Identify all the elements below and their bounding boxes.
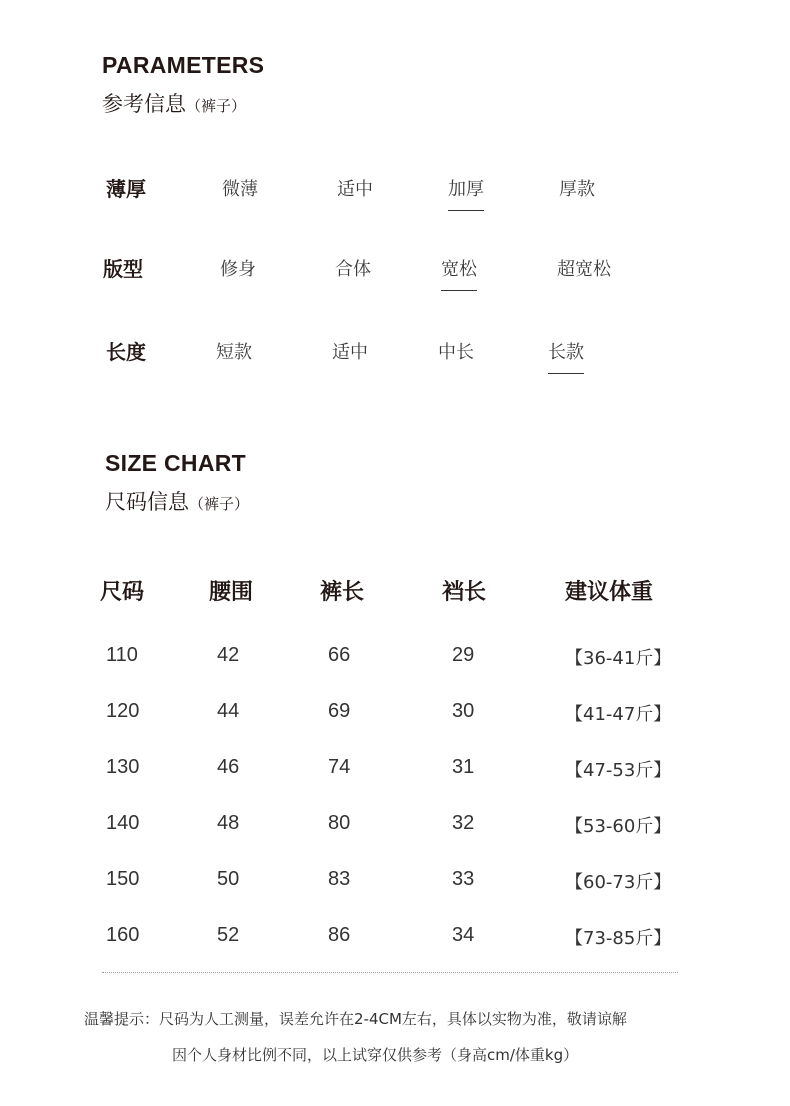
- table-header-rise: 裆长: [442, 580, 487, 605]
- cell-rise: 34: [452, 924, 475, 946]
- param-label-fit: 版型: [103, 257, 143, 281]
- cell-weight: 【53-60斤】: [565, 816, 672, 837]
- cell-size: 130: [106, 756, 140, 778]
- cell-size: 160: [106, 924, 140, 946]
- cell-waist: 46: [217, 756, 240, 778]
- cell-waist: 42: [217, 644, 240, 666]
- cell-rise: 31: [452, 756, 475, 778]
- cell-size: 120: [106, 700, 140, 722]
- table-header-pants-length: 裤长: [320, 580, 365, 605]
- parameters-title-cn: [102, 88, 246, 118]
- cell-pants-length: 74: [328, 756, 351, 778]
- parameters-title-en: PARAMETERS: [102, 52, 265, 78]
- param-option-selected: 宽松: [441, 255, 477, 291]
- cell-rise: 32: [452, 812, 475, 834]
- cell-weight: 【36-41斤】: [565, 648, 672, 669]
- size-chart-title-note: （裤子）: [189, 495, 250, 513]
- param-label-thickness: 薄厚: [106, 177, 146, 201]
- param-option: 修身: [220, 259, 256, 280]
- tip-line-2: 因个人身材比例不同，以上试穿仅供参考（身高cm/体重kg）: [172, 1046, 579, 1064]
- cell-pants-length: 66: [328, 644, 351, 666]
- cell-pants-length: 86: [328, 924, 351, 946]
- cell-size: 150: [106, 868, 140, 890]
- param-option: 短款: [216, 342, 252, 363]
- parameters-title-note: （裤子）: [186, 97, 247, 115]
- param-option: 适中: [337, 179, 373, 200]
- param-option: 合体: [335, 259, 371, 280]
- cell-size: 140: [106, 812, 140, 834]
- cell-rise: 30: [452, 700, 475, 722]
- param-option: 适中: [332, 342, 368, 363]
- cell-weight: 【60-73斤】: [565, 872, 672, 893]
- cell-pants-length: 80: [328, 812, 351, 834]
- dotted-divider: [102, 972, 678, 973]
- cell-size: 110: [106, 644, 138, 666]
- size-chart-title-en: SIZE CHART: [105, 450, 246, 476]
- size-chart-title-cn: [105, 486, 249, 516]
- parameters-title-cn-text: 参考信息: [102, 92, 186, 116]
- param-label-length: 长度: [106, 340, 146, 364]
- param-option-selected: 长款: [548, 338, 584, 374]
- cell-waist: 48: [217, 812, 240, 834]
- table-header-weight: 建议体重: [565, 580, 654, 605]
- cell-weight: 【41-47斤】: [565, 704, 672, 725]
- cell-waist: 50: [217, 868, 240, 890]
- param-option: 厚款: [559, 179, 595, 200]
- cell-pants-length: 69: [328, 700, 351, 722]
- cell-weight: 【73-85斤】: [565, 928, 672, 949]
- cell-rise: 33: [452, 868, 475, 890]
- cell-waist: 44: [217, 700, 240, 722]
- size-chart-title-cn-text: 尺码信息: [105, 490, 189, 514]
- param-option: 中长: [438, 342, 474, 363]
- cell-rise: 29: [452, 644, 475, 666]
- table-header-size: 尺码: [100, 580, 145, 605]
- param-option-selected: 加厚: [448, 175, 484, 211]
- cell-weight: 【47-53斤】: [565, 760, 672, 781]
- param-option: 微薄: [222, 179, 258, 200]
- cell-pants-length: 83: [328, 868, 351, 890]
- tip-line-1: 温馨提示：尺码为人工测量，误差允许在2-4CM左右，具体以实物为准，敬请谅解: [84, 1010, 627, 1028]
- table-header-waist: 腰围: [209, 580, 254, 605]
- param-option: 超宽松: [557, 259, 611, 280]
- cell-waist: 52: [217, 924, 240, 946]
